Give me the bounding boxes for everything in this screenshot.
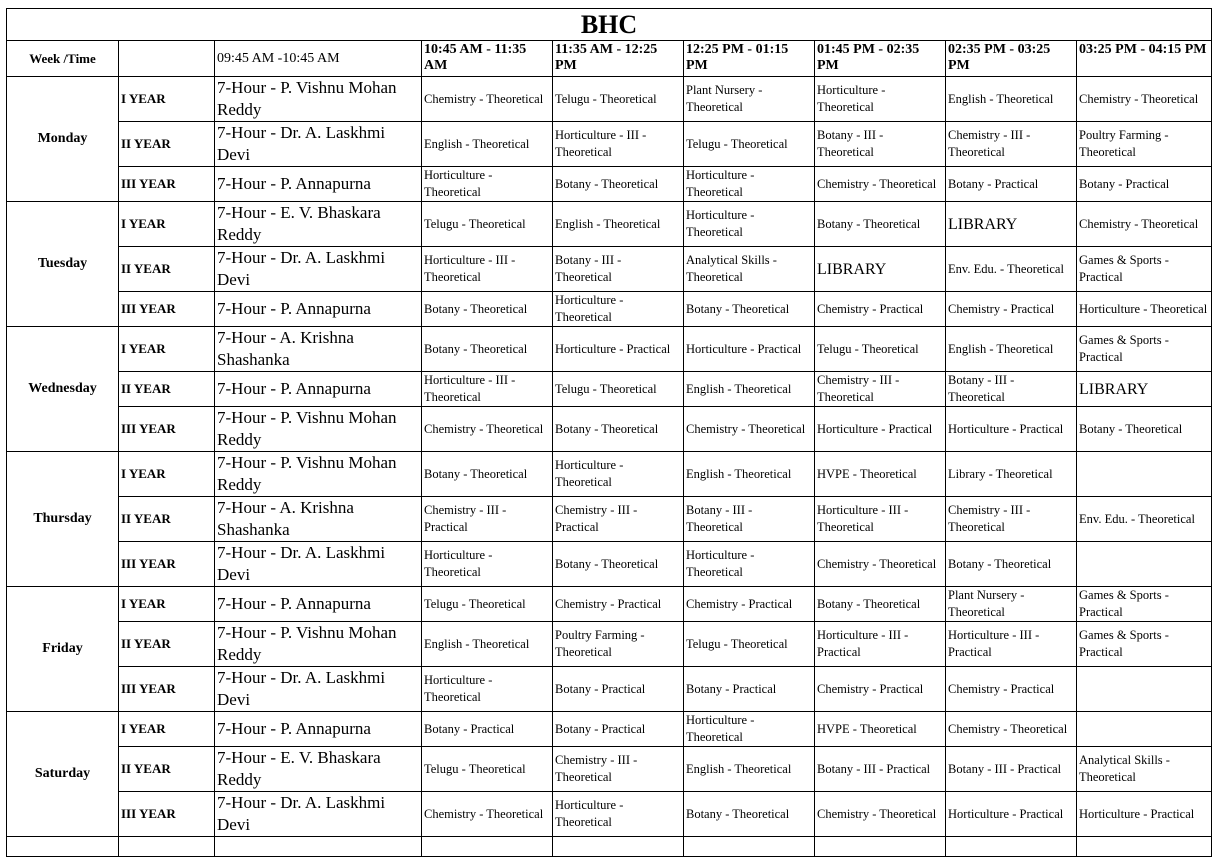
subject-cell: Botany - Theoretical <box>815 587 946 622</box>
teacher-cell: 7-Hour - P. Annapurna <box>215 712 422 747</box>
subject-cell: Chemistry - Theoretical <box>1077 202 1212 247</box>
subject-cell: Env. Edu. - Theoretical <box>946 247 1077 292</box>
subject-cell: HVPE - Theoretical <box>815 712 946 747</box>
subject-cell: Telugu - Theoretical <box>422 747 553 792</box>
table-row <box>7 542 1212 587</box>
empty-cell <box>815 837 946 857</box>
subject-cell: Botany - III - Practical <box>815 747 946 792</box>
subject-cell: Analytical Skills - Theoretical <box>684 247 815 292</box>
subject-cell: Horticulture - Practical <box>553 327 684 372</box>
subject-cell: Botany - Theoretical <box>946 542 1077 587</box>
subject-cell: Telugu - Theoretical <box>422 202 553 247</box>
teacher-cell: 7-Hour - Dr. A. Laskhmi Devi <box>215 247 422 292</box>
subject-cell: Games & Sports - Practical <box>1077 247 1212 292</box>
subject-cell: Horticulture - Theoretical <box>684 542 815 587</box>
year-label: I YEAR <box>119 452 215 497</box>
year-label: III YEAR <box>119 292 215 327</box>
subject-cell: Plant Nursery - Theoretical <box>684 77 815 122</box>
subject-cell: Botany - Theoretical <box>422 327 553 372</box>
subject-cell: Botany - Theoretical <box>684 792 815 837</box>
subject-cell: Horticulture - Practical <box>1077 792 1212 837</box>
table-row <box>7 452 1212 497</box>
slot-header: 02:35 PM - 03:25 PM <box>946 41 1077 77</box>
subject-cell: Chemistry - III - Theoretical <box>815 372 946 407</box>
subject-cell: Chemistry - Theoretical <box>684 407 815 452</box>
year-label: III YEAR <box>119 792 215 837</box>
empty-cell <box>215 837 422 857</box>
year-label: II YEAR <box>119 122 215 167</box>
subject-cell: Horticulture - Theoretical <box>422 542 553 587</box>
subject-cell: LIBRARY <box>815 247 946 292</box>
day-label: Thursday <box>7 452 119 587</box>
year-label: II YEAR <box>119 747 215 792</box>
teacher-cell: 7-Hour - E. V. Bhaskara Reddy <box>215 202 422 247</box>
subject-cell: Games & Sports - Practical <box>1077 327 1212 372</box>
subject-cell: Chemistry - Theoretical <box>815 167 946 202</box>
subject-cell: Horticulture - Theoretical <box>553 292 684 327</box>
subject-cell: Telugu - Theoretical <box>684 622 815 667</box>
table-row <box>7 372 1212 407</box>
subject-cell: Horticulture - Theoretical <box>422 167 553 202</box>
teacher-cell: 7-Hour - P. Vishnu Mohan Reddy <box>215 407 422 452</box>
year-label: II YEAR <box>119 622 215 667</box>
day-label: Friday <box>7 587 119 712</box>
subject-cell: Botany - Theoretical <box>422 292 553 327</box>
table-row <box>7 202 1212 247</box>
table-row <box>7 792 1212 837</box>
subject-cell: Horticulture - Practical <box>684 327 815 372</box>
year-label: I YEAR <box>119 712 215 747</box>
table-row <box>7 77 1212 122</box>
subject-cell: Horticulture - Theoretical <box>553 452 684 497</box>
year-label: III YEAR <box>119 167 215 202</box>
day-label: Tuesday <box>7 202 119 327</box>
slot-header: 03:25 PM - 04:15 PM <box>1077 41 1212 77</box>
subject-cell: Chemistry - Theoretical <box>422 792 553 837</box>
subject-cell: Horticulture - Theoretical <box>553 792 684 837</box>
table-row <box>7 292 1212 327</box>
subject-cell: Env. Edu. - Theoretical <box>1077 497 1212 542</box>
empty-cell <box>119 837 215 857</box>
subject-cell: Botany - Theoretical <box>553 542 684 587</box>
year-column-header <box>119 41 215 77</box>
teacher-cell: 7-Hour - Dr. A. Laskhmi Devi <box>215 792 422 837</box>
table-row <box>7 407 1212 452</box>
year-label: I YEAR <box>119 327 215 372</box>
subject-cell: Telugu - Theoretical <box>815 327 946 372</box>
subject-cell: LIBRARY <box>946 202 1077 247</box>
subject-cell: Botany - Practical <box>1077 167 1212 202</box>
subject-cell: Chemistry - Practical <box>815 667 946 712</box>
year-label: I YEAR <box>119 202 215 247</box>
subject-cell: Horticulture - III - Practical <box>946 622 1077 667</box>
subject-cell: Horticulture - III - Theoretical <box>422 372 553 407</box>
subject-cell: Chemistry - Practical <box>815 292 946 327</box>
subject-cell: Horticulture - Practical <box>946 792 1077 837</box>
year-label: I YEAR <box>119 587 215 622</box>
empty-cell <box>684 837 815 857</box>
subject-cell: Games & Sports - Practical <box>1077 622 1212 667</box>
subject-cell <box>1077 542 1212 587</box>
subject-cell: Horticulture - Theoretical <box>684 202 815 247</box>
subject-cell: Botany - Practical <box>422 712 553 747</box>
subject-cell: English - Theoretical <box>422 122 553 167</box>
day-label: Saturday <box>7 712 119 837</box>
subject-cell: Botany - Theoretical <box>684 292 815 327</box>
subject-cell: Chemistry - Practical <box>946 667 1077 712</box>
table-row <box>7 622 1212 667</box>
subject-cell: Plant Nursery - Theoretical <box>946 587 1077 622</box>
subject-cell: English - Theoretical <box>422 622 553 667</box>
teacher-cell: 7-Hour - Dr. A. Laskhmi Devi <box>215 542 422 587</box>
subject-cell: Chemistry - Practical <box>553 587 684 622</box>
teacher-cell: 7-Hour - P. Annapurna <box>215 292 422 327</box>
subject-cell: Horticulture - Theoretical <box>684 712 815 747</box>
subject-cell: Telugu - Theoretical <box>553 372 684 407</box>
subject-cell: Botany - Practical <box>553 667 684 712</box>
page-title: BHC <box>7 9 1212 41</box>
timetable <box>6 8 1212 857</box>
empty-cell <box>422 837 553 857</box>
subject-cell: Chemistry - Theoretical <box>422 407 553 452</box>
subject-cell: Chemistry - III - Theoretical <box>946 497 1077 542</box>
subject-cell: Horticulture - Practical <box>946 407 1077 452</box>
subject-cell: Telugu - Theoretical <box>553 77 684 122</box>
teacher-cell: 7-Hour - E. V. Bhaskara Reddy <box>215 747 422 792</box>
subject-cell: English - Theoretical <box>684 372 815 407</box>
subject-cell: Library - Theoretical <box>946 452 1077 497</box>
table-row <box>7 247 1212 292</box>
slot-header: 12:25 PM - 01:15 PM <box>684 41 815 77</box>
table-row <box>7 327 1212 372</box>
table-row <box>7 587 1212 622</box>
subject-cell: Botany - III - Theoretical <box>684 497 815 542</box>
year-label: III YEAR <box>119 667 215 712</box>
subject-cell: Botany - Theoretical <box>553 407 684 452</box>
subject-cell: Botany - III - Practical <box>946 747 1077 792</box>
subject-cell: Horticulture - Practical <box>815 407 946 452</box>
subject-cell: Analytical Skills - Theoretical <box>1077 747 1212 792</box>
subject-cell: English - Theoretical <box>684 452 815 497</box>
subject-cell: Chemistry - III - Practical <box>422 497 553 542</box>
year-label: III YEAR <box>119 407 215 452</box>
table-row <box>7 122 1212 167</box>
subject-cell: Botany - Practical <box>946 167 1077 202</box>
subject-cell: English - Theoretical <box>946 77 1077 122</box>
subject-cell: Botany - III - Theoretical <box>553 247 684 292</box>
empty-cell <box>1077 837 1212 857</box>
teacher-cell: 7-Hour - A. Krishna Shashanka <box>215 497 422 542</box>
subject-cell: Botany - Theoretical <box>553 167 684 202</box>
year-label: II YEAR <box>119 247 215 292</box>
year-label: III YEAR <box>119 542 215 587</box>
subject-cell: English - Theoretical <box>946 327 1077 372</box>
year-label: II YEAR <box>119 372 215 407</box>
subject-cell: Chemistry - III - Theoretical <box>946 122 1077 167</box>
subject-cell: Chemistry - III - Practical <box>553 497 684 542</box>
teacher-cell: 7-Hour - P. Annapurna <box>215 167 422 202</box>
table-row <box>7 497 1212 542</box>
subject-cell: Poultry Farming - Theoretical <box>1077 122 1212 167</box>
subject-cell: Chemistry - Practical <box>946 292 1077 327</box>
subject-cell: Chemistry - Theoretical <box>815 542 946 587</box>
teacher-cell: 7-Hour - A. Krishna Shashanka <box>215 327 422 372</box>
teacher-cell: 7-Hour - P. Annapurna <box>215 372 422 407</box>
table-row <box>7 167 1212 202</box>
subject-cell: Botany - Theoretical <box>422 452 553 497</box>
subject-cell: Horticulture - III - Theoretical <box>422 247 553 292</box>
teacher-cell: 7-Hour - P. Vishnu Mohan Reddy <box>215 622 422 667</box>
subject-cell: Chemistry - Theoretical <box>946 712 1077 747</box>
teacher-cell: 7-Hour - P. Vishnu Mohan Reddy <box>215 452 422 497</box>
subject-cell: Horticulture - III - Practical <box>815 622 946 667</box>
subject-cell: Horticulture - III - Theoretical <box>815 497 946 542</box>
subject-cell <box>1077 712 1212 747</box>
subject-cell: Botany - III - Theoretical <box>815 122 946 167</box>
week-time-header: Week /Time <box>7 41 119 77</box>
year-label: I YEAR <box>119 77 215 122</box>
subject-cell <box>1077 667 1212 712</box>
subject-cell: English - Theoretical <box>684 747 815 792</box>
slot-header: 09:45 AM -10:45 AM <box>215 41 422 77</box>
empty-row <box>7 837 1212 857</box>
subject-cell: Botany - Theoretical <box>815 202 946 247</box>
subject-cell: Telugu - Theoretical <box>684 122 815 167</box>
subject-cell: Chemistry - Theoretical <box>422 77 553 122</box>
subject-cell: Horticulture - Theoretical <box>684 167 815 202</box>
subject-cell: Horticulture - Theoretical <box>815 77 946 122</box>
subject-cell: Botany - Practical <box>684 667 815 712</box>
subject-cell: Botany - Theoretical <box>1077 407 1212 452</box>
subject-cell: LIBRARY <box>1077 372 1212 407</box>
teacher-cell: 7-Hour - Dr. A. Laskhmi Devi <box>215 667 422 712</box>
subject-cell: Telugu - Theoretical <box>422 587 553 622</box>
subject-cell: English - Theoretical <box>553 202 684 247</box>
day-label: Monday <box>7 77 119 202</box>
subject-cell: Botany - III - Theoretical <box>946 372 1077 407</box>
subject-cell: Chemistry - Theoretical <box>815 792 946 837</box>
table-row <box>7 712 1212 747</box>
subject-cell: Poultry Farming - Theoretical <box>553 622 684 667</box>
teacher-cell: 7-Hour - Dr. A. Laskhmi Devi <box>215 122 422 167</box>
subject-cell <box>1077 452 1212 497</box>
slot-header: 11:35 AM - 12:25 PM <box>553 41 684 77</box>
subject-cell: HVPE - Theoretical <box>815 452 946 497</box>
empty-cell <box>946 837 1077 857</box>
table-row <box>7 747 1212 792</box>
empty-cell <box>7 837 119 857</box>
subject-cell: Chemistry - III - Theoretical <box>553 747 684 792</box>
subject-cell: Botany - Practical <box>553 712 684 747</box>
slot-header: 01:45 PM - 02:35 PM <box>815 41 946 77</box>
subject-cell: Horticulture - III - Theoretical <box>553 122 684 167</box>
subject-cell: Horticulture - Theoretical <box>1077 292 1212 327</box>
year-label: II YEAR <box>119 497 215 542</box>
teacher-cell: 7-Hour - P. Vishnu Mohan Reddy <box>215 77 422 122</box>
subject-cell: Chemistry - Theoretical <box>1077 77 1212 122</box>
teacher-cell: 7-Hour - P. Annapurna <box>215 587 422 622</box>
table-row <box>7 667 1212 712</box>
subject-cell: Chemistry - Practical <box>684 587 815 622</box>
empty-cell <box>553 837 684 857</box>
day-label: Wednesday <box>7 327 119 452</box>
slot-header: 10:45 AM - 11:35 AM <box>422 41 553 77</box>
subject-cell: Games & Sports - Practical <box>1077 587 1212 622</box>
subject-cell: Horticulture - Theoretical <box>422 667 553 712</box>
